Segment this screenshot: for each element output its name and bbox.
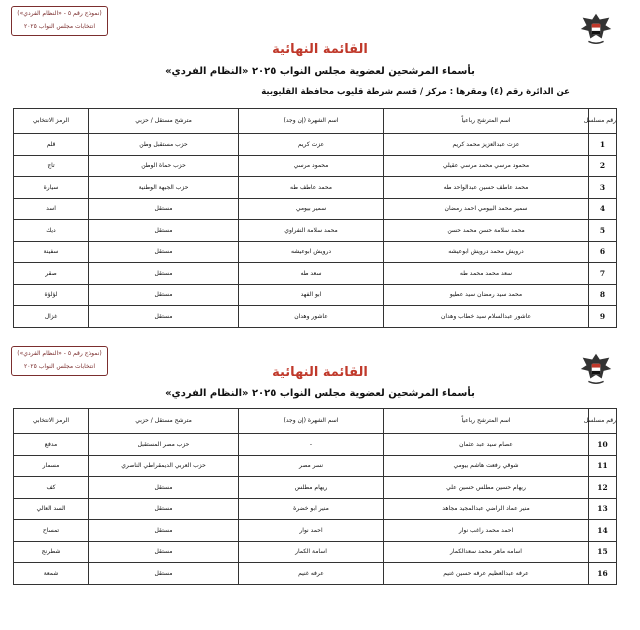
cell-name: اسامه ماهر محمد سعدالكمار [384,541,589,563]
cell-name: عزت عبدالعزيز محمد كريم [384,134,589,156]
header-name: اسم المترشح رباعياً [384,409,589,434]
cell-affiliation: مستقل [89,263,239,285]
header-affiliation: مترشح مستقل / حزبي [89,409,239,434]
district-info: عن الدائرة رقم (٤) ومقرها : مركز / قسم شرطة قليوب محافظة القليوبية [261,87,570,97]
header-nickname: اسم الشهرة (إن وجد) [239,409,384,434]
cell-num: 3 [589,177,617,199]
cell-nickname: عاشور وهدان [239,306,384,328]
cell-symbol: قلم [14,134,89,156]
cell-name: احمد محمد راغب نوار [384,520,589,542]
cell-num: 15 [589,541,617,563]
cell-nickname: نسر مصر [239,455,384,477]
table-row [14,563,617,585]
cell-affiliation: حزب مصر المستقبل [89,434,239,456]
header-nickname: اسم الشهرة (إن وجد) [239,109,384,134]
cell-num: 6 [589,241,617,263]
table-row [14,241,617,263]
cell-name: محمد عاطف حسين عبدالواحد طه [384,177,589,199]
candidates-table [13,108,617,328]
cell-nickname: محمد سلامة النفراوي [239,220,384,242]
form-badge-line1: (نموذج رقم ٥ - «النظام الفردي») [17,10,102,17]
cell-num: 1 [589,134,617,156]
cell-symbol: تاج [14,155,89,177]
cell-name: شوقي رفعت هاشم بيومي [384,455,589,477]
cell-symbol: شطرنج [14,541,89,563]
cell-name: محمود مرسي محمد مرسي عقيلي [384,155,589,177]
cell-symbol: اسد [14,198,89,220]
cell-nickname: ريهام مطلس [239,477,384,499]
cell-symbol: مسمار [14,455,89,477]
form-badge-line2: انتخابات مجلس النواب ٢٠٢٥ [23,363,96,370]
cell-symbol: مدفع [14,434,89,456]
header-name: اسم المترشح رباعياً [384,109,589,134]
table-row [14,498,617,520]
cell-affiliation: حزب الجبهة الوطنية [89,177,239,199]
cell-nickname: ابو الفهد [239,284,384,306]
cell-num: 13 [589,498,617,520]
header-affiliation: مترشح مستقل / حزبي [89,109,239,134]
table-header-row [14,409,617,434]
cell-nickname: سعد طه [239,263,384,285]
cell-num: 7 [589,263,617,285]
cell-nickname: - [239,434,384,456]
cell-num: 14 [589,520,617,542]
cell-affiliation: مستقل [89,520,239,542]
cell-nickname: عزت كريم [239,134,384,156]
page-subtitle: بأسماء المرشحين لعضوية مجلس النواب ٢٠٢٥ «النظام الفردي» [165,388,475,399]
cell-num: 10 [589,434,617,456]
cell-affiliation: مستقل [89,541,239,563]
form-badge-line1: (نموذج رقم ٥ - «النظام الفردي») [17,350,102,357]
cell-symbol: سيارة [14,177,89,199]
ballot-page-2 [0,340,640,630]
cell-symbol: كف [14,477,89,499]
page-subtitle: بأسماء المرشحين لعضوية مجلس النواب ٢٠٢٥ «النظام الفردي» [165,66,475,77]
cell-name: درويش محمد درويش ابوعيشه [384,241,589,263]
cell-num: 16 [589,563,617,585]
cell-nickname: اسامة الكمار [239,541,384,563]
cell-symbol: سفينة [14,241,89,263]
cell-nickname: محمد عاطف طه [239,177,384,199]
header-symbol: الرمز الانتخابي [14,409,89,434]
cell-nickname: احمد نوار [239,520,384,542]
table-row [14,220,617,242]
cell-affiliation: مستقل [89,563,239,585]
cell-name: عاشور عبدالسلام سيد خطاب وهدان [384,306,589,328]
cell-symbol: غزال [14,306,89,328]
cell-nickname: درويش ابوعيشه [239,241,384,263]
cell-num: 11 [589,455,617,477]
cell-num: 5 [589,220,617,242]
cell-affiliation: حزب حماة الوطن [89,155,239,177]
cell-symbol: السد العالي [14,498,89,520]
cell-name: عصام سيد عبد عثمان [384,434,589,456]
cell-affiliation: حزب العربي الديمقراطي الناصري [89,455,239,477]
table-header-row [14,109,617,134]
cell-num: 12 [589,477,617,499]
cell-num: 8 [589,284,617,306]
cell-affiliation: مستقل [89,284,239,306]
table-row [14,434,617,456]
header-symbol: الرمز الانتخابي [14,109,89,134]
form-badge-line2: انتخابات مجلس النواب ٢٠٢٥ [23,23,96,30]
cell-name: عرفه عبدالعظيم عرفه حسين غنيم [384,563,589,585]
header-num: رقم مسلسل [589,409,617,434]
cell-symbol: لؤلؤة [14,284,89,306]
cell-affiliation: مستقل [89,241,239,263]
table-row [14,263,617,285]
table-row [14,284,617,306]
table-row [14,177,617,199]
cell-symbol: تمساح [14,520,89,542]
table-row [14,306,617,328]
page-title: القائمة النهائية [272,42,368,57]
cell-nickname: محمود مرسي [239,155,384,177]
cell-name: محمد سيد رمضان سيد عطيو [384,284,589,306]
table-row [14,541,617,563]
cell-affiliation: حزب مستقبل وطن [89,134,239,156]
cell-name: محمد سلامة حسن محمد حسن [384,220,589,242]
table-row [14,477,617,499]
table-row [14,455,617,477]
candidates-table [13,408,617,585]
table-row [14,520,617,542]
cell-nickname: منير ابو خضرة [239,498,384,520]
cell-affiliation: مستقل [89,477,239,499]
cell-symbol: شمعة [14,563,89,585]
cell-num: 4 [589,198,617,220]
cell-symbol: صقر [14,263,89,285]
table-row [14,155,617,177]
table-row [14,134,617,156]
cell-name: منير عماد الراضي عبدالمجيد مجاهد [384,498,589,520]
cell-affiliation: مستقل [89,498,239,520]
form-badge [11,6,108,36]
cell-num: 2 [589,155,617,177]
cell-name: سمير محمد البيومي احمد رمضان [384,198,589,220]
cell-name: ريهام حسين مطلس حسين علي [384,477,589,499]
cell-name: سعد محمد محمد طه [384,263,589,285]
cell-nickname: عرفه غنيم [239,563,384,585]
cell-affiliation: مستقل [89,198,239,220]
cell-affiliation: مستقل [89,220,239,242]
cell-affiliation: مستقل [89,306,239,328]
page-title: القائمة النهائية [272,365,368,380]
cell-symbol: ديك [14,220,89,242]
header-num: رقم مسلسل [589,109,617,134]
cell-num: 9 [589,306,617,328]
table-row [14,198,617,220]
cell-nickname: سمير بيومي [239,198,384,220]
